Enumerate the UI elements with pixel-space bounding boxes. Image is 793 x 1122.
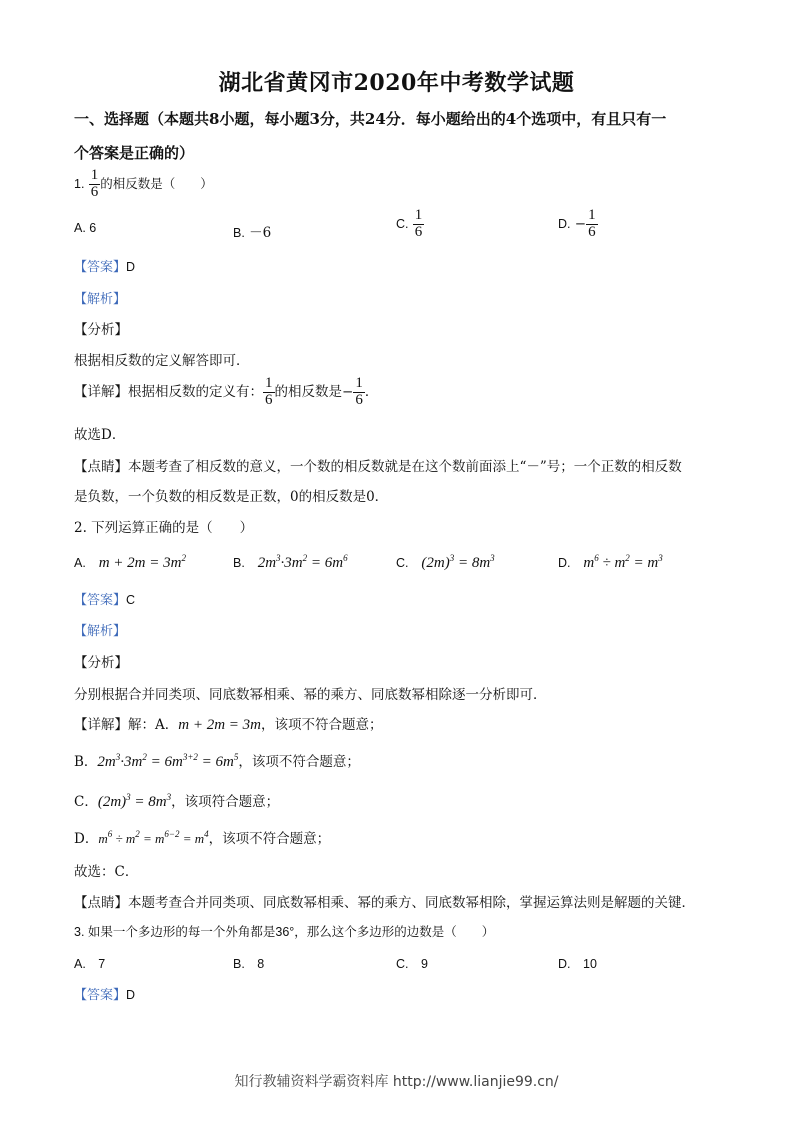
q2-detail-a: 【详解】解：A．m + 2m = 3m，该项不符合题意； [74, 717, 383, 733]
q3-answer: 【答案】D [74, 987, 136, 1002]
q1-fenxi-tag: 【分析】 [74, 322, 128, 338]
q2-detail-b: B．$2m^3\cdot 3m^2 = 6m^{3+2} = 6m^5$，该项不符合题意； [74, 752, 360, 770]
q2-stem: 2. 下列运算正确的是（ ） [74, 520, 254, 536]
q1-option-c: C. $\frac{1}{6}$ [396, 207, 423, 240]
q1-detail: 【详解】根据相反数的定义有： $\frac{1}{6}$ 的相反数是− $\frac{1}{6}$ ． [74, 375, 379, 408]
q2-option-b: B. $2m^3\cdot 3m^2 = 6m^6$ [233, 553, 348, 571]
q2-detail-d: D．$m^6 \div m^2 = m^{6-2} = m^4$，该项不符合题意； [74, 829, 331, 847]
q1-number: 1. [74, 176, 85, 191]
q1-dianjing-line2: 是负数，一个负数的相反数是正数，0的相反数是0． [74, 489, 389, 505]
q2-choose: 故选：C． [74, 864, 139, 880]
q2-dianjing: 【点睛】本题考查合并同类项、同底数幂相乘、幂的乘方、同底数幂相除，掌握运算法则是解题的关键． [74, 895, 695, 911]
q1-fenxi-text: 根据相反数的定义解答即可． [74, 353, 250, 369]
q2-detail-c: C．$(2m)^3 = 8m^3$，该项符合题意； [74, 792, 280, 810]
q3-option-b: B. 8 [233, 957, 265, 971]
q3-option-a: A. 7 [74, 957, 106, 971]
q1-option-d: D. − $\frac{1}{6}$ [558, 207, 596, 240]
q2-option-c: C. $(2m)^3 = 8m^3$ [396, 553, 495, 571]
q2-analysis-tag: 【解析】 [74, 623, 127, 638]
section-header-line2: 个答案是正确的） [74, 144, 195, 162]
section-header-line1: 一、选择题（本题共8小题，每小题3分，共24分．每小题给出的4个选项中，有且只有一 [74, 110, 667, 128]
q1-dianjing-line1: 【点睛】本题考查了相反数的意义，一个数的相反数就是在这个数前面添上“－”号；一个正数的相反数 [74, 459, 682, 475]
q1-option-a: A. 6 [74, 221, 97, 235]
q3-option-d: D. 10 [558, 957, 597, 971]
q1-choose: 故选D． [74, 427, 126, 443]
q2-option-a: A. $m + 2m = 3m^2$ [74, 553, 186, 571]
q2-answer: 【答案】C [74, 592, 136, 607]
q1-stem [74, 168, 213, 201]
q2-fenxi-tag: 【分析】 [74, 655, 128, 671]
q1-analysis-tag: 【解析】 [74, 291, 127, 306]
q3-option-c: C. 9 [396, 957, 428, 971]
q3-stem: 3. 如果一个多边形的每一个外角都是36°，那么这个多边形的边数是（ ） [74, 925, 495, 939]
q1-stem-text: 的相反数是（ ） [100, 176, 213, 191]
page-title: 湖北省黄冈市2020年中考数学试题 [218, 70, 575, 96]
q1-fraction: $\frac{1}{6}$ [90, 167, 99, 200]
footer-watermark: 知行教辅资料学霸资料库 http://www.lianjie99.cn/ [234, 1074, 559, 1090]
q2-option-d: D. $m^6 \div m^2 = m^3$ [558, 553, 663, 571]
q1-answer: 【答案】D [74, 259, 136, 274]
q1-option-b: B. －6 [233, 225, 272, 241]
q2-fenxi-text: 分别根据合并同类项、同底数幂相乘、幂的乘方、同底数幂相除逐一分析即可． [74, 687, 547, 703]
